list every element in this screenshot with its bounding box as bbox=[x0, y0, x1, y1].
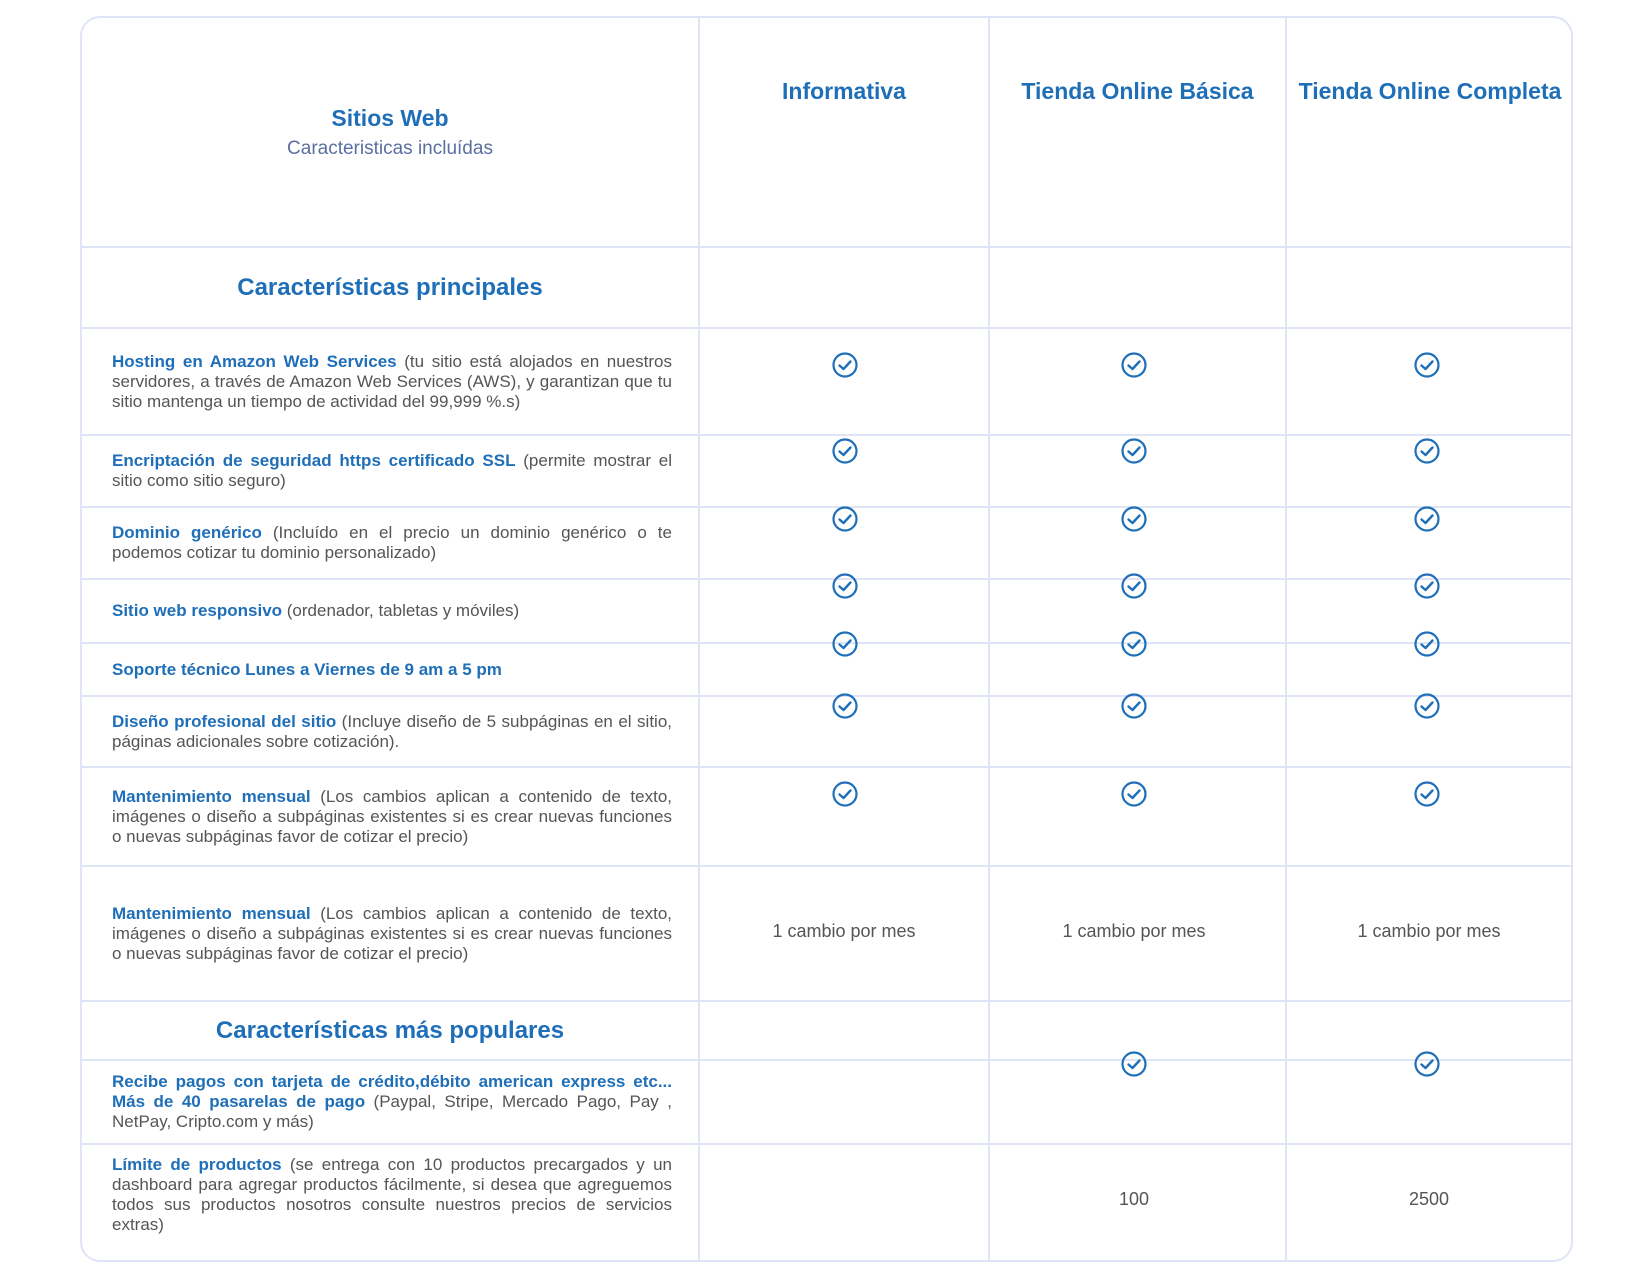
feature-desc: (Incluído en el precio un dominio genérico o te podemos cotizar tu dominio personalizado) bbox=[112, 523, 672, 562]
table-title: Sitios Web bbox=[331, 104, 449, 131]
feature-name: Límite de productos bbox=[112, 1155, 282, 1174]
feature-name: Mantenimiento mensual bbox=[112, 786, 311, 806]
feature-desc: (Paypal, Stripe, Mercado Pago, Pay , NetPay, Cripto.com y más) bbox=[112, 1092, 672, 1131]
section-title: Características principales bbox=[237, 273, 543, 301]
feature-name: Soporte técnico Lunes a Viernes de 9 am a 5 pm bbox=[112, 659, 502, 679]
feature-name: Dominio genérico bbox=[112, 523, 262, 542]
feature-text bbox=[112, 660, 672, 680]
value-informativa: 1 cambio por mes bbox=[772, 921, 916, 941]
check-circle-icon bbox=[1413, 351, 1441, 379]
check-circle-icon bbox=[1413, 572, 1441, 600]
feature-row bbox=[112, 1145, 672, 1245]
feature-desc: (permite mostrar el sitio como sitio seguro) bbox=[112, 451, 672, 490]
feature-text bbox=[112, 352, 672, 412]
feature-name: Recibe pagos con tarjeta de crédito,débito american express etc... Más de 40 pasarelas de pago bbox=[112, 1072, 672, 1111]
table-subtitle: Caracteristicas incluídas bbox=[287, 137, 493, 159]
feature-text bbox=[112, 523, 672, 563]
feature-row bbox=[112, 436, 672, 506]
feature-row bbox=[112, 644, 672, 695]
check-circle-icon bbox=[831, 572, 859, 600]
check-circle-icon bbox=[831, 351, 859, 379]
column-divider bbox=[698, 18, 700, 1260]
pricing-table bbox=[80, 16, 1573, 1262]
column-header-tienda-completa: Tienda Online Completa bbox=[1298, 78, 1562, 104]
column-header-informativa: Informativa bbox=[782, 78, 906, 104]
feature-row bbox=[112, 329, 672, 434]
check-circle-icon bbox=[1413, 505, 1441, 533]
section-heading-main bbox=[82, 248, 698, 327]
check-circle-icon bbox=[831, 630, 859, 658]
feature-row bbox=[112, 580, 672, 642]
feature-row bbox=[112, 768, 672, 865]
check-circle-icon bbox=[1120, 1050, 1148, 1078]
feature-desc: (tu sitio está alojados en nuestros servidores, a través de Amazon Web Services (AWS), y garantizan que tu sitio mantenga un tiempo de actividad del 99,999 %.s) bbox=[112, 351, 673, 411]
section-heading-popular bbox=[82, 1002, 698, 1059]
feature-text bbox=[112, 1072, 672, 1132]
check-circle-icon bbox=[1413, 630, 1441, 658]
check-circle-icon bbox=[1120, 437, 1148, 465]
check-circle-icon bbox=[1120, 630, 1148, 658]
feature-text bbox=[112, 787, 672, 847]
column-divider bbox=[988, 18, 990, 1260]
check-circle-icon bbox=[831, 780, 859, 808]
feature-text bbox=[112, 1155, 672, 1235]
feature-desc: (ordenador, tabletas y móviles) bbox=[282, 601, 520, 620]
value-tienda-completa: 2500 bbox=[1408, 1189, 1450, 1209]
feature-row bbox=[112, 1061, 672, 1143]
check-circle-icon bbox=[1120, 572, 1148, 600]
value-tienda-basica: 1 cambio por mes bbox=[1062, 921, 1206, 941]
check-circle-icon bbox=[1120, 780, 1148, 808]
feature-row bbox=[112, 867, 672, 1000]
feature-name: Sitio web responsivo bbox=[112, 601, 283, 620]
check-circle-icon bbox=[831, 437, 859, 465]
feature-name: Mantenimiento mensual bbox=[112, 903, 311, 923]
feature-row bbox=[112, 697, 672, 766]
column-divider bbox=[1285, 18, 1287, 1260]
feature-row bbox=[112, 508, 672, 578]
feature-desc: (Incluye diseño de 5 subpáginas en el sitio, páginas adicionales sobre cotización). bbox=[112, 711, 672, 751]
feature-desc: (Los cambios aplican a contenido de texto, imágenes o diseño a subpáginas existentes si es crear nuevas funciones o nuevas subpáginas favor de cotizar el precio) bbox=[112, 786, 672, 846]
feature-name: Diseño profesional del sitio bbox=[112, 711, 337, 731]
check-circle-icon bbox=[831, 505, 859, 533]
feature-name: Hosting en Amazon Web Services bbox=[112, 351, 397, 371]
feature-text bbox=[112, 451, 672, 491]
value-tienda-completa: 1 cambio por mes bbox=[1357, 921, 1501, 941]
check-circle-icon bbox=[831, 692, 859, 720]
check-circle-icon bbox=[1413, 692, 1441, 720]
section-title: Características más populares bbox=[215, 1016, 565, 1044]
check-circle-icon bbox=[1120, 692, 1148, 720]
check-circle-icon bbox=[1413, 1050, 1441, 1078]
table-header bbox=[82, 18, 698, 246]
column-header-tienda-basica: Tienda Online Básica bbox=[1021, 78, 1254, 104]
feature-text bbox=[112, 712, 672, 752]
check-circle-icon bbox=[1413, 780, 1441, 808]
feature-name: Encriptación de seguridad https certificado SSL bbox=[112, 451, 516, 470]
feature-desc: (se entrega con 10 productos precargados y un dashboard para agregar productos fácilmente, si desea que agreguemos todos sus productos nosotros consulte nuestros precios de servicios extras) bbox=[112, 1155, 672, 1234]
feature-text bbox=[112, 904, 672, 964]
value-tienda-basica: 100 bbox=[1118, 1189, 1150, 1209]
feature-text bbox=[112, 601, 672, 621]
feature-desc: (Los cambios aplican a contenido de texto, imágenes o diseño a subpáginas existentes si es crear nuevas funciones o nuevas subpáginas favor de cotizar el precio) bbox=[112, 903, 672, 963]
check-circle-icon bbox=[1413, 437, 1441, 465]
check-circle-icon bbox=[1120, 505, 1148, 533]
check-circle-icon bbox=[1120, 351, 1148, 379]
